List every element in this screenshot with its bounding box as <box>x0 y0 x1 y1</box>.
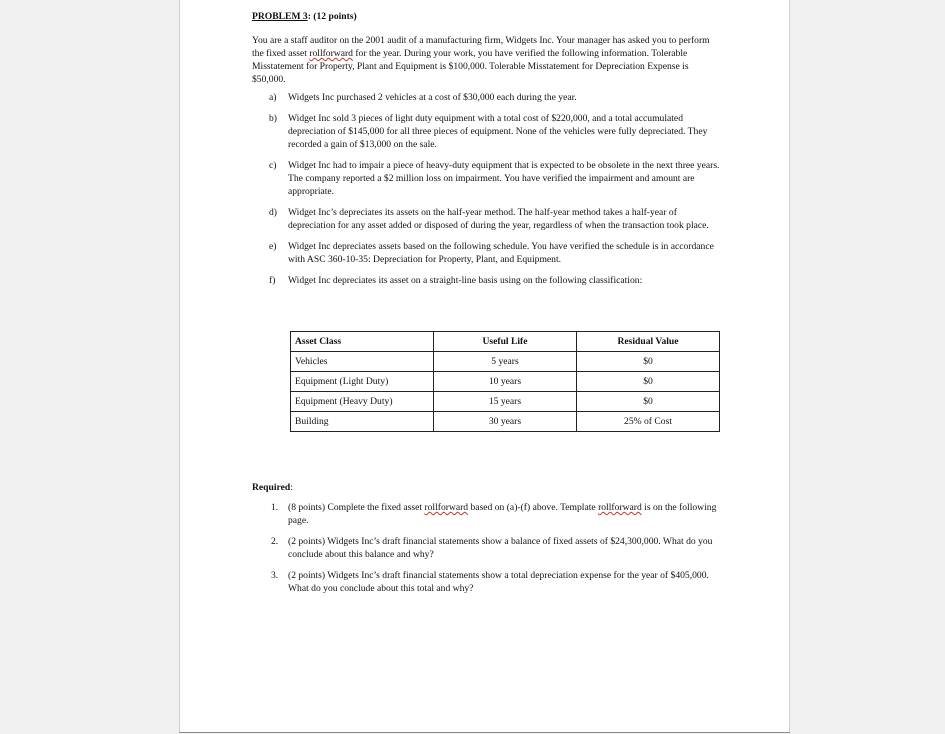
table-cell: 10 years <box>434 372 577 392</box>
fact-item <box>252 206 720 232</box>
required-text: (2 points) Widgets Inc’s draft financial statements show a total depreciation expense for the year of $405,000. What do you conclude about this total and why? <box>288 570 709 594</box>
table-cell: 15 years <box>434 392 577 412</box>
fact-marker: f) <box>269 275 276 286</box>
fact-marker: b) <box>269 113 277 124</box>
intro-spellcheck-word: rollforward <box>309 48 353 59</box>
intro-text-1: You are a staff auditor on the 2001 audit of a manufacturing firm, Widgets Inc. Your manager has asked you to perform the fixed asset <box>252 35 710 59</box>
facts-list <box>252 91 720 287</box>
fact-text: Widgets Inc purchased 2 vehicles at a cost of $30,000 each during the year. <box>288 92 577 103</box>
intro-paragraph <box>252 34 720 86</box>
problem-heading: PROBLEM 3 <box>252 11 308 22</box>
required-heading-text: Required <box>252 482 291 493</box>
fact-marker: c) <box>269 160 277 171</box>
required-spellcheck-word: rollforward <box>598 502 642 513</box>
table-row <box>291 412 720 432</box>
fact-marker: e) <box>269 241 277 252</box>
document-content <box>252 10 720 594</box>
table-cell: Vehicles <box>291 352 434 372</box>
fact-text: Widget Inc depreciates assets based on the following schedule. You have verified the schedule is in accordance with ASC 360-10-35: Depreciation for Property, Plant, and Equipment. <box>288 241 714 265</box>
document-page <box>179 0 790 733</box>
required-item <box>252 501 720 527</box>
table-cell: 30 years <box>434 412 577 432</box>
problem-points: : (12 points) <box>307 11 357 22</box>
required-marker: 2. <box>271 536 279 547</box>
table-header-cell: Residual Value <box>577 332 720 352</box>
fact-item <box>252 112 720 151</box>
table-row <box>291 372 720 392</box>
fact-marker: a) <box>269 92 277 103</box>
intro-text-2: for the year. During your work, you have verified the following information. Tolerable Misstatement for Property, Plant and Equipment is $100,000. Tolerable Misstatement for Depreciation Expense is $50,000. <box>252 48 689 85</box>
fact-marker: d) <box>269 207 277 218</box>
required-item <box>252 569 720 595</box>
problem-title <box>252 10 720 23</box>
required-text: (2 points) Widgets Inc’s draft financial statements show a balance of fixed assets of $24,300,000. What do you conclude about this balance and why? <box>288 536 713 560</box>
required-text: based on (a)-(f) above. Template <box>468 502 599 513</box>
table-cell: $0 <box>577 372 720 392</box>
fact-item <box>252 240 720 266</box>
fact-item <box>252 91 720 104</box>
table-cell: $0 <box>577 352 720 372</box>
table-cell: Equipment (Light Duty) <box>291 372 434 392</box>
table-cell: Equipment (Heavy Duty) <box>291 392 434 412</box>
table-header-cell: Useful Life <box>434 332 577 352</box>
required-heading-colon: : <box>290 482 293 493</box>
required-section <box>252 481 720 603</box>
required-heading <box>252 481 720 494</box>
fact-item <box>252 274 720 287</box>
required-marker: 3. <box>271 570 279 581</box>
table-header-cell: Asset Class <box>291 332 434 352</box>
fact-text: Widget Inc depreciates its asset on a straight-line basis using on the following classification: <box>288 275 643 286</box>
table-cell: $0 <box>577 392 720 412</box>
required-marker: 1. <box>271 502 279 513</box>
table-header-row <box>291 332 720 352</box>
table-cell: 5 years <box>434 352 577 372</box>
asset-class-table <box>290 331 720 432</box>
required-spellcheck-word: rollforward <box>424 502 469 513</box>
required-text: (8 points) Complete the fixed asset <box>288 502 425 513</box>
table-row <box>291 392 720 412</box>
table-cell: Building <box>291 412 434 432</box>
page-bottom-edge <box>179 732 790 733</box>
table-row <box>291 352 720 372</box>
fact-text: Widget Inc sold 3 pieces of light duty equipment with a total cost of $220,000, and a total accumulated depreciation of $145,000 for all three pieces of equipment. None of the vehicles were fully depreciated. They recorded a gain of $13,000 on the sale. <box>288 113 708 150</box>
required-text: is on the following page. <box>288 502 717 526</box>
fact-text: Widget Inc’s depreciates its assets on the half-year method. The half-year method takes a half-year of depreciation for any asset added or disposed of during the year, regardless of when the transaction took place. <box>288 207 709 231</box>
table-cell: 25% of Cost <box>577 412 720 432</box>
required-list <box>252 501 720 595</box>
fact-text: Widget Inc had to impair a piece of heavy-duty equipment that is expected to be obsolete in the next three years. The company reported a $2 million loss on impairment. You have verified the impairment and amount are appropriate. <box>288 160 720 197</box>
required-item <box>252 535 720 561</box>
fact-item <box>252 159 720 198</box>
